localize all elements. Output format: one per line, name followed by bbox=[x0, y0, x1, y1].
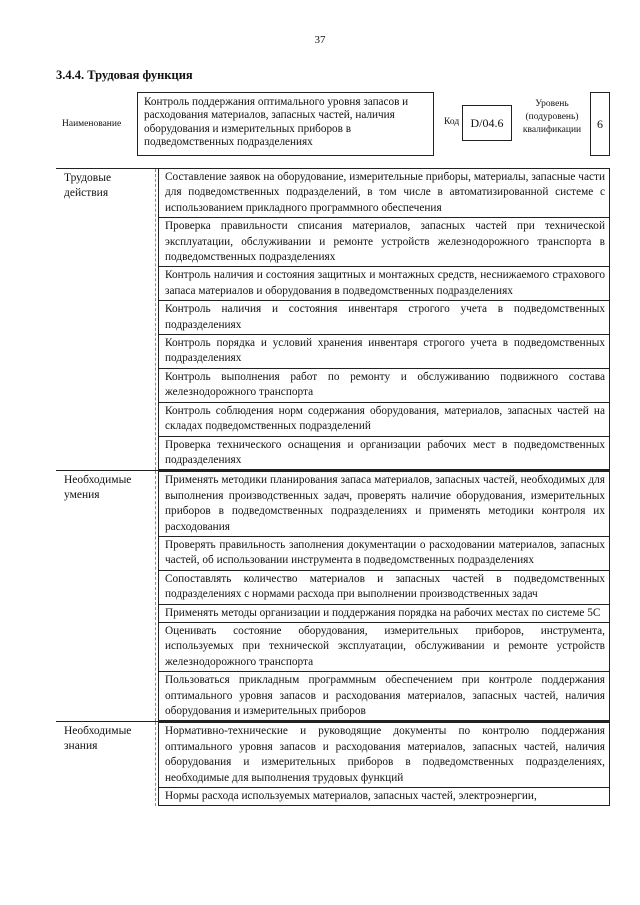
function-name-box: Контроль поддержания оптимального уровня запасов и расходования материалов, запасных частей, наличия оборудования и измерительных приборов в подведомственных подразделениях bbox=[137, 92, 434, 156]
code-label: Код bbox=[444, 117, 460, 127]
group-items bbox=[158, 471, 610, 721]
table-row: Контроль соблюдения норм содержания оборудования, материалов, запасных частей на складах подведомственных подразделений bbox=[158, 403, 610, 437]
table-group bbox=[56, 168, 610, 470]
table-row: Применять методики планирования запаса материалов, запасных частей, необходимых для выполнения производственных задач, проверять наличие оборудования, измерительных приборов в подведомственных подразделениях и применять методики контроля их расходования bbox=[158, 471, 610, 537]
table-group bbox=[56, 721, 610, 806]
table-row: Составление заявок на оборудование, измерительные приборы, материалы, запасные части для подведомственных подразделений, в том числе в автоматизированной системе с использованием прикладного программного обеспечения bbox=[158, 169, 610, 218]
table-row: Нормативно-технические и руководящие документы по контролю поддержания оптимального уровня запасов и расходования материалов, запасных частей, наличия оборудования и измерительных приборов в подведомственных подразделениях, необходимые для выполнения трудовых функций bbox=[158, 722, 610, 788]
code-box: D/04.6 bbox=[462, 105, 512, 141]
level-label: Уровень (подуровень) квалификации bbox=[522, 99, 582, 135]
table-row: Проверка правильности списания материалов, запасных частей при технической эксплуатации, обслуживании и ремонте устройств железнодорожного транспорта в подведомственных подразделениях bbox=[158, 218, 610, 267]
page-number: 37 bbox=[314, 34, 326, 46]
table-row: Проверять правильность заполнения документации о расходовании материалов, запасных частей, об использовании инструмента в подведомственных подразделениях bbox=[158, 537, 610, 571]
group-items bbox=[158, 722, 610, 806]
table-row: Контроль наличия и состояния инвентаря строгого учета в подведомственных подразделениях bbox=[158, 301, 610, 335]
table-row: Нормы расхода используемых материалов, запасных частей, электроэнергии, bbox=[158, 788, 610, 806]
group-label: Необходимые умения bbox=[56, 471, 156, 721]
group-label: Необходимые знания bbox=[56, 722, 156, 806]
table-row: Сопоставлять количество материалов и запасных частей в подведомственных подразделениях с нормами расхода при выполнении производственных задач bbox=[158, 571, 610, 605]
level-box: 6 bbox=[590, 92, 610, 156]
table-row: Контроль порядка и условий хранения инвентаря строгого учета в подведомственных подразделениях bbox=[158, 335, 610, 369]
table-row: Применять методы организации и поддержания порядка на рабочих местах по системе 5С bbox=[158, 605, 610, 623]
table-row: Контроль наличия и состояния защитных и монтажных средств, неснижаемого страхового запаса материалов и оборудования в подведомственных подразделениях bbox=[158, 267, 610, 301]
group-items bbox=[158, 169, 610, 470]
function-table bbox=[56, 168, 610, 806]
table-row: Проверка технического оснащения и организации рабочих мест в подведомственных подразделениях bbox=[158, 437, 610, 471]
name-label: Наименование bbox=[62, 119, 122, 129]
group-label: Трудовые действия bbox=[56, 169, 156, 470]
table-row: Пользоваться прикладным программным обеспечением при контроле поддержания оптимального уровня запасов и расходования материалов, запасных частей, наличия оборудования и измерительных приборов bbox=[158, 672, 610, 721]
table-group bbox=[56, 470, 610, 721]
section-title: 3.4.4. Трудовая функция bbox=[56, 68, 193, 82]
table-row: Оценивать состояние оборудования, измерительных приборов, инструмента, используемых при технической эксплуатации, обслуживании и ремонте устройств железнодорожного транспорта bbox=[158, 623, 610, 672]
table-row: Контроль выполнения работ по ремонту и обслуживанию подвижного состава железнодорожного транспорта bbox=[158, 369, 610, 403]
